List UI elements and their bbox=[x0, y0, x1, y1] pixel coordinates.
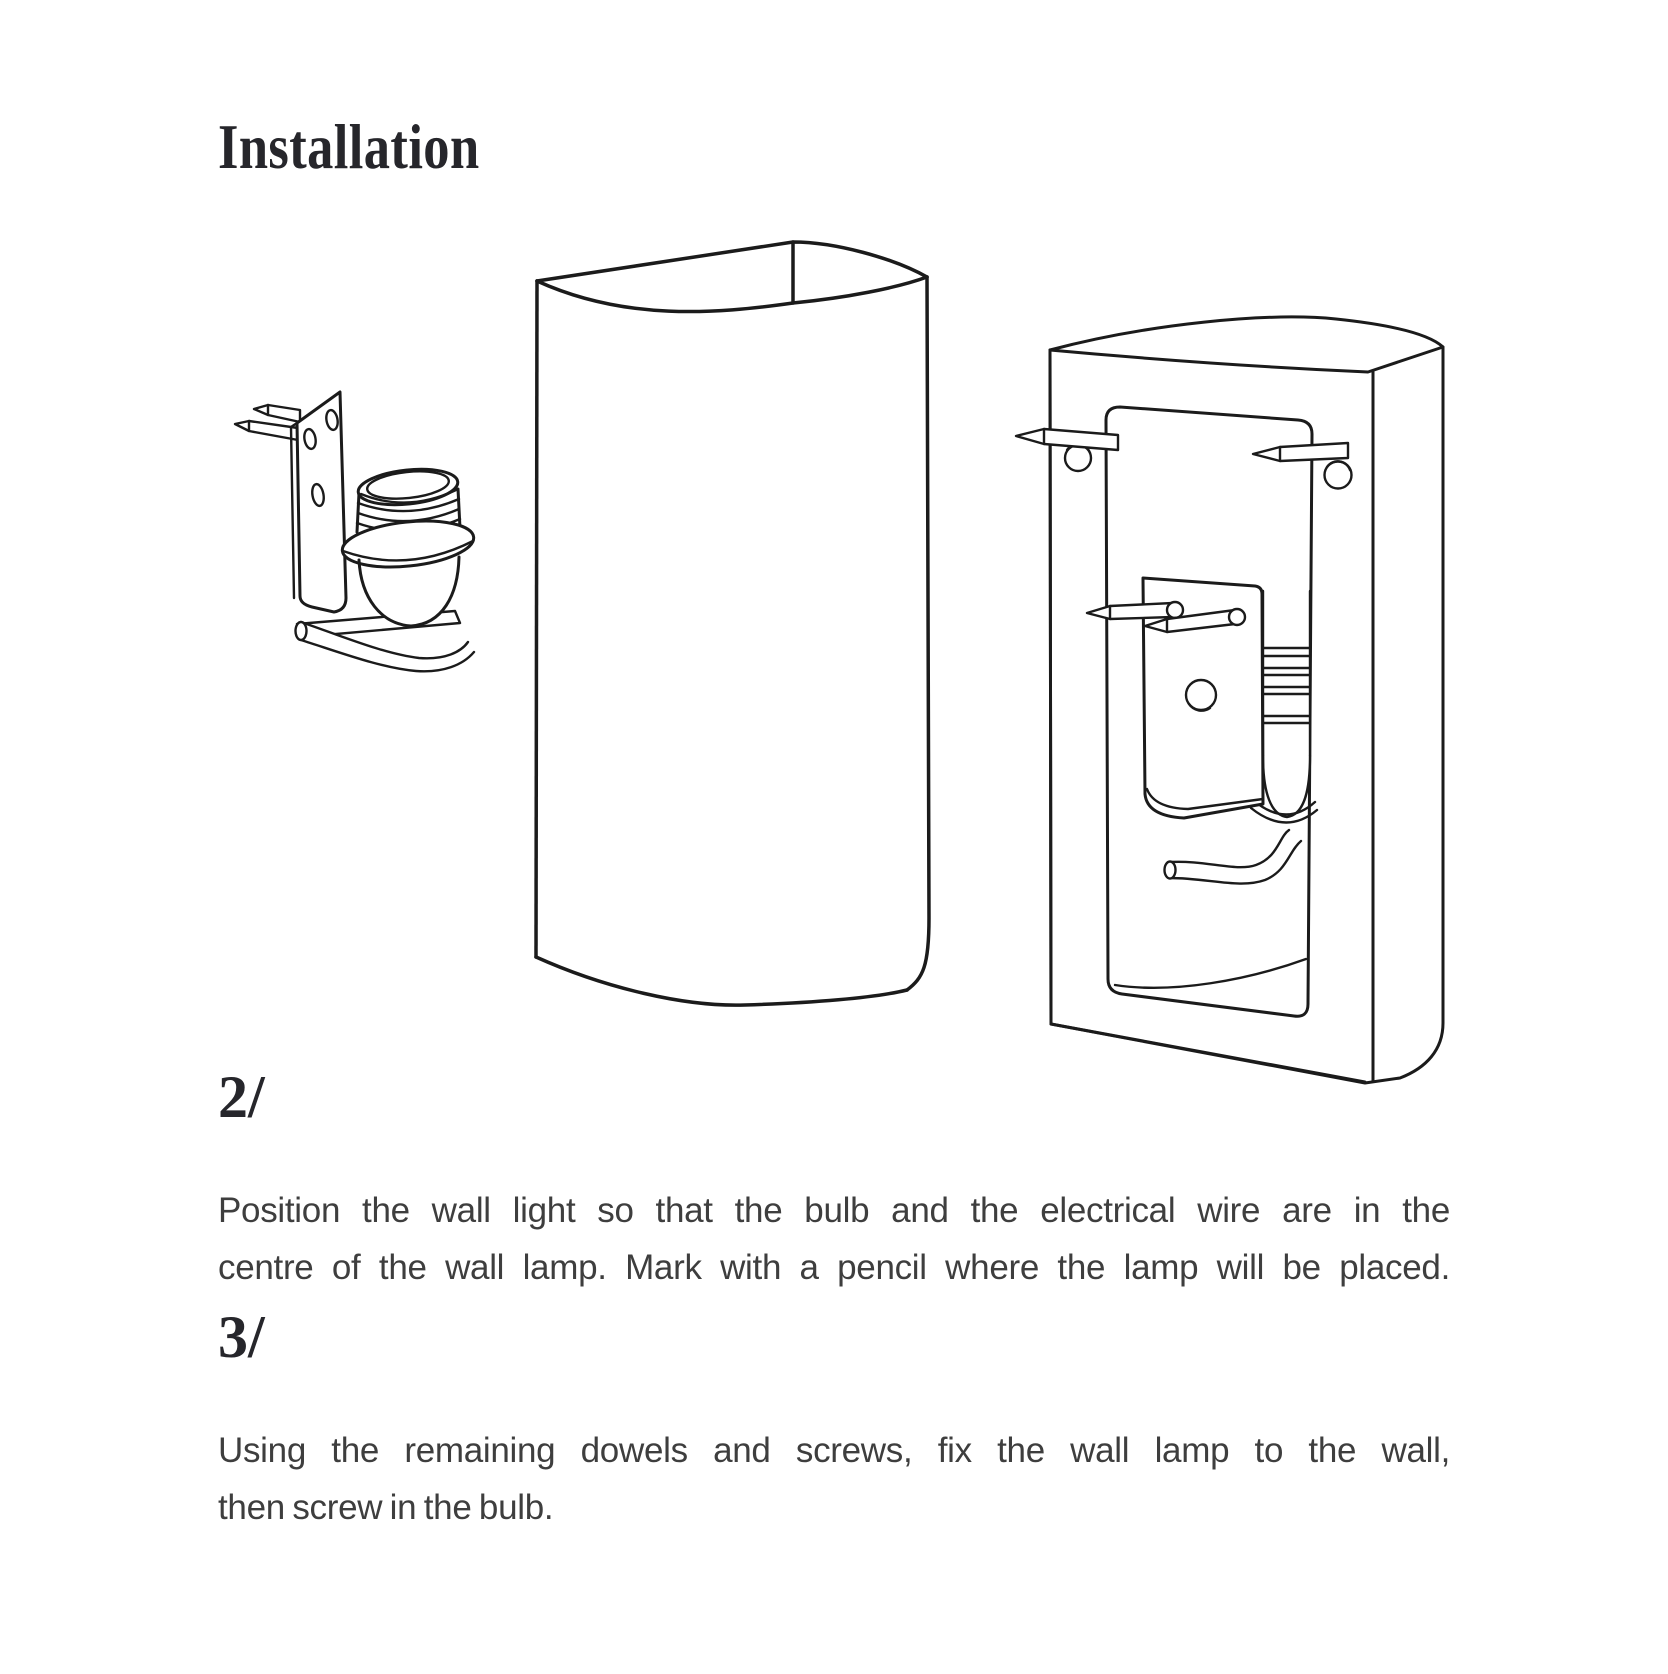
step-3-line-2: then screw in the bulb. bbox=[218, 1488, 554, 1527]
shade-front-illustration bbox=[495, 218, 940, 1018]
lamp-socket bbox=[340, 465, 476, 626]
step-2-line-2: centre of the wall lamp. Mark with a pencil where the lamp will be placed. bbox=[218, 1248, 1450, 1287]
step-2-label: 2/ bbox=[218, 1064, 265, 1130]
step-3-line-1: Using the remaining dowels and screws, fix the wall lamp to the wall, bbox=[218, 1431, 1450, 1470]
step-3-text bbox=[218, 1422, 1450, 1536]
lamp-back-drawing bbox=[948, 288, 1458, 1093]
lamp-back-illustration bbox=[948, 288, 1458, 1093]
socket-bracket-drawing bbox=[222, 360, 507, 682]
step-2-line-1: Position the wall light so that the bulb and the electrical wire are in the bbox=[218, 1191, 1450, 1230]
page-title: Installation bbox=[218, 111, 480, 182]
step-2-text bbox=[218, 1182, 1450, 1296]
bracket-plate bbox=[291, 392, 346, 612]
step-3-label: 3/ bbox=[218, 1304, 265, 1370]
socket-bracket-illustration bbox=[222, 360, 507, 682]
shade-front-drawing bbox=[495, 218, 940, 1018]
